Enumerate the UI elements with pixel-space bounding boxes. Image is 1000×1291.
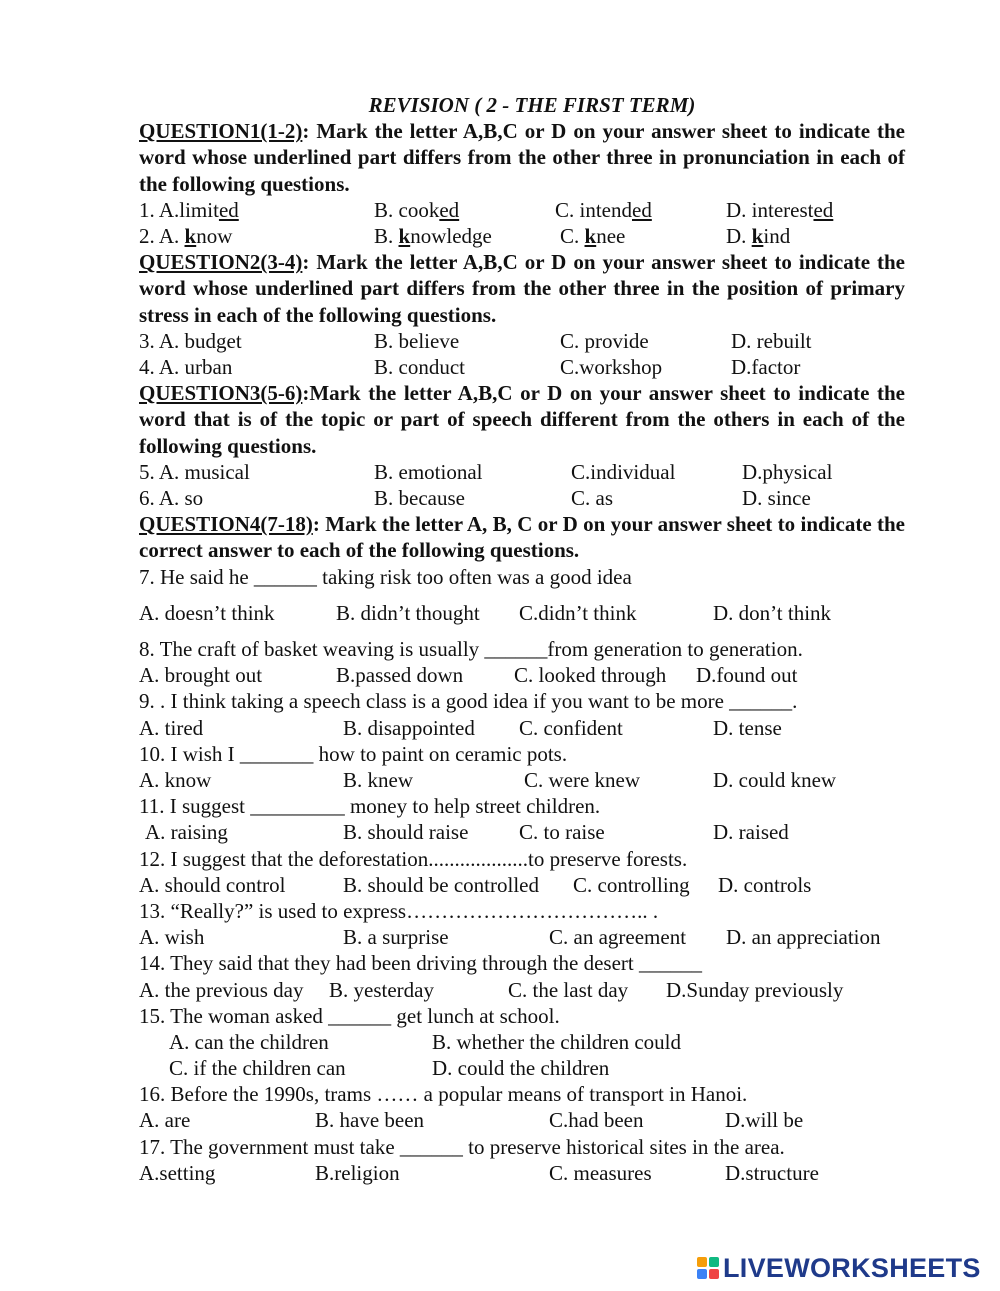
question-15-stem: 15. The woman asked ______ get lunch at school. bbox=[139, 1003, 560, 1028]
option-a[interactable]: 5. A. musical bbox=[139, 459, 250, 484]
question-15-options-row-2 bbox=[139, 1055, 905, 1081]
question-8-stem: 8. The craft of basket weaving is usually ______from generation to generation. bbox=[139, 636, 803, 661]
question-15-options-row-1 bbox=[139, 1029, 905, 1055]
page-title: REVISION ( 2 - THE FIRST TERM) bbox=[368, 93, 696, 117]
question-14-options bbox=[139, 977, 905, 1003]
option-d[interactable]: D.will be bbox=[725, 1108, 804, 1133]
logo-text: LIVEWORKSHEETS bbox=[723, 1252, 981, 1283]
option-b[interactable]: B. should raise bbox=[343, 820, 469, 845]
option-c[interactable]: C. an agreement bbox=[549, 925, 687, 950]
section-4-instruction: QUESTION4(7-18): Mark the letter A, B, C or D on your answer sheet to indicate the correct answer to each of the following questions. bbox=[139, 512, 905, 563]
question-12-options bbox=[139, 872, 905, 898]
option-b[interactable]: B. emotional bbox=[374, 459, 483, 484]
question-17-stem: 17. The government must take ______ to preserve historical sites in the area. bbox=[139, 1134, 785, 1159]
option-c[interactable]: C. looked through bbox=[514, 663, 667, 688]
question-8-options bbox=[139, 662, 905, 688]
section-label: QUESTION1(1-2) bbox=[139, 119, 303, 144]
section-2-instruction: QUESTION2(3-4): Mark the letter A,B,C or D on your answer sheet to indicate the word whose underlined part differs from the other three in the position of primary stress in each of the following questions. bbox=[139, 250, 905, 327]
question-17-options bbox=[139, 1160, 905, 1186]
option-d[interactable]: D. kind bbox=[726, 224, 791, 248]
question-2-options bbox=[139, 223, 905, 249]
question-13-stem: 13. “Really?” is used to express…………………………….. . bbox=[139, 898, 659, 923]
option-a[interactable]: 3. A. budget bbox=[139, 328, 242, 353]
option-b[interactable]: B. because bbox=[374, 485, 465, 510]
option-c[interactable]: C. as bbox=[571, 485, 613, 510]
option-b[interactable]: B.religion bbox=[315, 1160, 400, 1185]
question-14-stem: 14. They said that they had been driving through the desert ______ bbox=[139, 951, 702, 976]
option-a[interactable]: 4. A. urban bbox=[139, 354, 233, 379]
option-d[interactable]: D. raised bbox=[713, 820, 789, 845]
question-5-options bbox=[139, 459, 905, 485]
question-12-stem: 12. I suggest that the deforestation...................to preserve forests. bbox=[139, 846, 688, 871]
option-c[interactable]: C. the last day bbox=[508, 977, 629, 1002]
section-3-instruction: QUESTION3(5-6):Mark the letter A,B,C or D on your answer sheet to indicate the word that is of the topic or part of speech different from the others in each of the following questions. bbox=[139, 381, 905, 458]
option-b[interactable]: B. didn’t thought bbox=[336, 600, 480, 625]
question-3-options bbox=[139, 328, 905, 354]
section-label: QUESTION4(7-18) bbox=[139, 512, 313, 537]
option-b[interactable]: B. disappointed bbox=[343, 715, 475, 740]
option-a[interactable]: 6. A. so bbox=[139, 485, 204, 510]
option-b[interactable]: B. cooked bbox=[374, 197, 460, 222]
worksheet-page bbox=[139, 92, 905, 1186]
question-1-options bbox=[139, 197, 905, 223]
option-a[interactable]: A. wish bbox=[139, 925, 205, 950]
option-b[interactable]: B. knowledge bbox=[374, 224, 492, 248]
question-9-options bbox=[139, 715, 905, 741]
question-11-options bbox=[139, 819, 905, 845]
option-a[interactable]: A. raising bbox=[145, 820, 228, 845]
question-10-stem: 10. I wish I _______ how to paint on ceramic pots. bbox=[139, 741, 568, 766]
question-9-stem: 9. . I think taking a speech class is a good idea if you want to be more ______. bbox=[139, 689, 798, 714]
option-d[interactable]: D.structure bbox=[725, 1160, 819, 1185]
option-d[interactable]: D. since bbox=[742, 485, 811, 510]
option-b[interactable]: B. believe bbox=[374, 328, 460, 353]
option-a[interactable]: A. brought out bbox=[139, 663, 263, 688]
option-b[interactable]: B.passed down bbox=[336, 663, 464, 688]
option-d[interactable]: D. could knew bbox=[713, 767, 837, 792]
option-a[interactable]: A. should control bbox=[139, 872, 286, 897]
option-c[interactable]: C. intended bbox=[555, 197, 652, 222]
logo-grid-icon bbox=[697, 1257, 719, 1279]
option-d[interactable]: D. interested bbox=[726, 197, 834, 222]
option-b[interactable]: B. whether the children could bbox=[432, 1029, 682, 1054]
option-b[interactable]: B. should be controlled bbox=[343, 872, 539, 897]
option-d[interactable]: D. don’t think bbox=[713, 600, 832, 625]
option-d[interactable]: D. an appreciation bbox=[726, 925, 881, 950]
option-d[interactable]: D.physical bbox=[742, 459, 833, 484]
option-c[interactable]: C.didn’t think bbox=[519, 600, 637, 625]
question-7-stem: 7. He said he ______ taking risk too often was a good idea bbox=[139, 564, 632, 589]
option-b[interactable]: B. have been bbox=[315, 1108, 425, 1133]
option-a[interactable]: A. are bbox=[139, 1108, 191, 1133]
option-c[interactable]: C.workshop bbox=[560, 354, 663, 379]
option-a[interactable]: A. doesn’t think bbox=[139, 600, 275, 625]
option-c[interactable]: C. knee bbox=[560, 224, 626, 248]
option-b[interactable]: B. yesterday bbox=[329, 977, 434, 1002]
section-1-instruction: QUESTION1(1-2): Mark the letter A,B,C or D on your answer sheet to indicate the word whose underlined part differs from the other three in pronunciation in each of the following questions. bbox=[139, 119, 905, 196]
question-10-options bbox=[139, 767, 905, 793]
option-b[interactable]: B. conduct bbox=[374, 354, 465, 379]
section-label: QUESTION2(3-4) bbox=[139, 250, 303, 275]
option-c[interactable]: C. to raise bbox=[519, 820, 605, 845]
option-d[interactable]: D. tense bbox=[713, 715, 782, 740]
question-7-options bbox=[139, 600, 905, 626]
option-c[interactable]: C. provide bbox=[560, 328, 649, 353]
option-d[interactable]: D. could the children bbox=[432, 1056, 610, 1081]
option-a[interactable]: A. the previous day bbox=[139, 977, 304, 1002]
option-c[interactable]: C. measures bbox=[549, 1160, 652, 1185]
question-6-options bbox=[139, 485, 905, 511]
section-label: QUESTION3(5-6) bbox=[139, 381, 303, 406]
option-b[interactable]: B. a surprise bbox=[343, 925, 449, 950]
option-a[interactable]: A. tired bbox=[139, 715, 204, 740]
option-d[interactable]: D.Sunday previously bbox=[666, 977, 844, 1002]
option-a[interactable]: A.setting bbox=[139, 1160, 216, 1185]
option-b[interactable]: B. knew bbox=[343, 767, 413, 792]
option-d[interactable]: D. rebuilt bbox=[731, 328, 812, 353]
option-a[interactable]: A. can the children bbox=[169, 1029, 329, 1054]
option-d[interactable]: D.found out bbox=[696, 663, 798, 688]
question-11-stem: 11. I suggest _________ money to help street children. bbox=[139, 794, 601, 819]
option-a[interactable]: 1. A.limited bbox=[139, 197, 239, 222]
option-c[interactable]: C.had been bbox=[549, 1108, 644, 1133]
question-16-options bbox=[139, 1107, 905, 1133]
option-a[interactable]: 2. A. know bbox=[139, 224, 233, 248]
question-13-options bbox=[139, 924, 905, 950]
option-c[interactable]: C. were knew bbox=[524, 767, 641, 792]
option-a[interactable]: A. know bbox=[139, 767, 212, 792]
liveworksheets-logo[interactable] bbox=[697, 1253, 981, 1283]
question-16-stem: 16. Before the 1990s, trams …… a popular means of transport in Hanoi. bbox=[139, 1082, 748, 1107]
option-c[interactable]: C. controlling bbox=[573, 872, 690, 897]
option-c[interactable]: C. if the children can bbox=[169, 1056, 346, 1081]
option-c[interactable]: C.individual bbox=[571, 459, 676, 484]
question-4-options bbox=[139, 354, 905, 380]
option-d[interactable]: D.factor bbox=[731, 354, 801, 379]
option-c[interactable]: C. confident bbox=[519, 715, 623, 740]
option-d[interactable]: D. controls bbox=[718, 872, 812, 897]
